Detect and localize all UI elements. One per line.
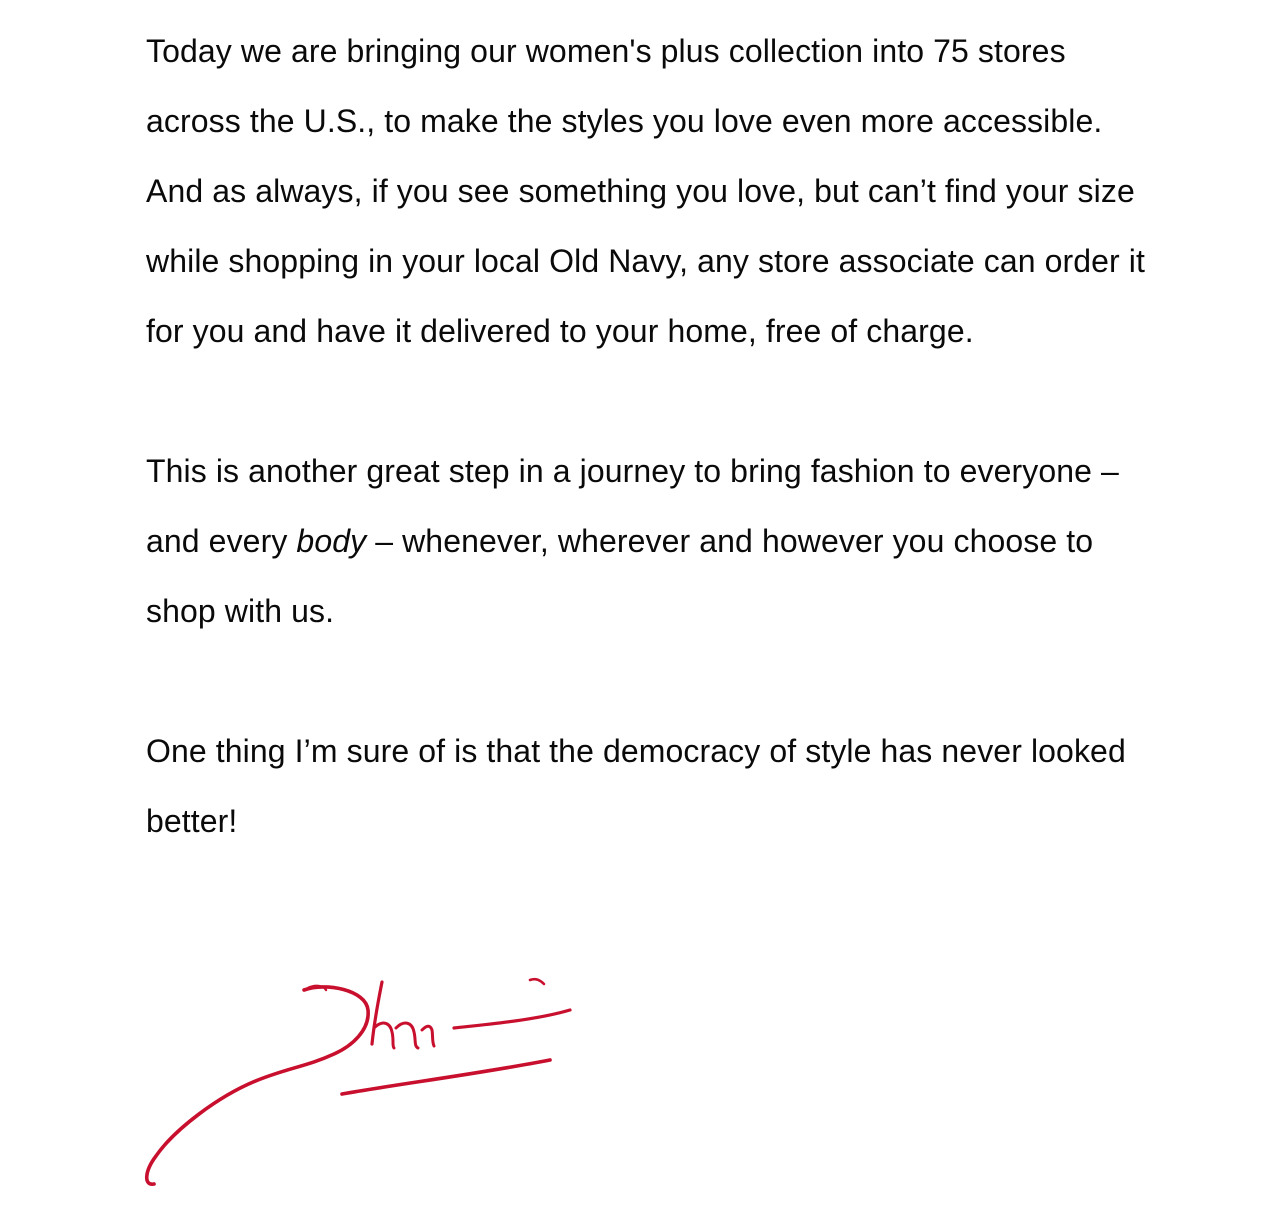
paragraph-journey	[146, 436, 1146, 646]
handwritten-signature	[138, 968, 588, 1198]
emphasis-body: body	[296, 523, 367, 559]
paragraph-journey-after: – whenever, wherever and however you choose to shop with us.	[146, 523, 1094, 629]
paragraph-closing: One thing I’m sure of is that the democracy of style has never looked better!	[146, 733, 1126, 839]
paragraph-plus-collection: Today we are bringing our women's plus collection into 75 stores across the U.S., to make the styles you love even more accessible. And as always, if you see something you love, but can’t find your size while shopping in your local Old Navy, any store associate can order it for you and have it delivered to your home, free of charge.	[146, 33, 1146, 349]
paragraph-journey-before: This is another great step in a journey to bring fashion to everyone – and every	[146, 453, 1119, 559]
letter-body	[146, 16, 1146, 856]
signature-strokes	[147, 979, 570, 1184]
